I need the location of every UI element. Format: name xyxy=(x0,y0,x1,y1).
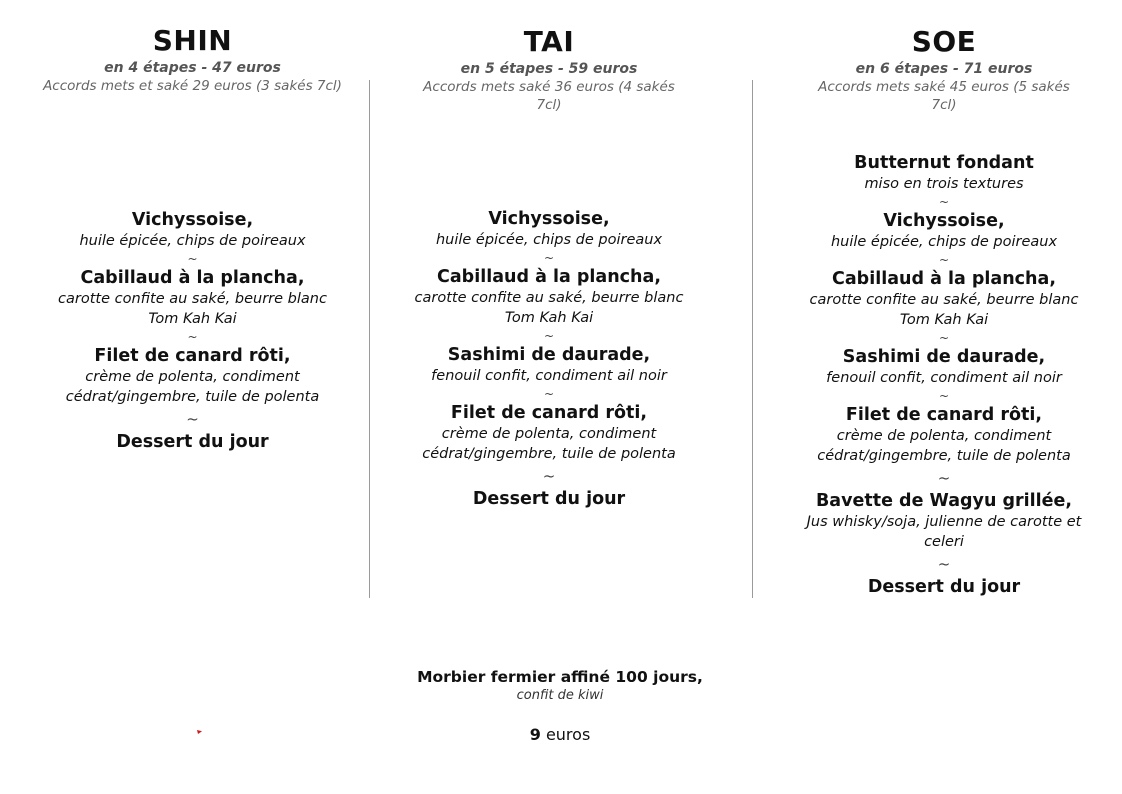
dish-name: Bavette de Wagyu grillée, xyxy=(815,491,1073,511)
dish-desc: fenouil confit, condiment ail noir xyxy=(431,368,667,384)
dish-desc: carotte confite au saké, beurre blanc xyxy=(809,292,1079,308)
separator: ~ xyxy=(543,251,555,265)
dish-desc: fenouil confit, condiment ail noir xyxy=(826,370,1062,386)
dish-name: Filet de canard rôti, xyxy=(450,403,648,423)
dish-desc: carotte confite au saké, beurre blanc xyxy=(414,290,684,306)
separator: ~ xyxy=(938,253,950,267)
menu-title: TAI xyxy=(523,25,575,58)
dish-desc: crème de polenta, condiment xyxy=(441,426,657,442)
dish-list xyxy=(795,152,1093,598)
dish-name: Vichyssoise, xyxy=(488,209,610,229)
dish-name: Cabillaud à la plancha, xyxy=(832,269,1056,289)
dish-desc: Tom Kah Kai xyxy=(148,311,237,327)
dish-name: Sashimi de daurade, xyxy=(842,347,1046,367)
dish-desc: Jus whisky/soja, julienne de carotte et xyxy=(806,514,1082,530)
menu-price: en 6 étapes - 71 euros xyxy=(855,61,1033,77)
dish-list xyxy=(40,209,345,453)
cheese-price-unit: euros xyxy=(545,725,591,744)
dish-desc: Tom Kah Kai xyxy=(504,310,594,326)
dish-name: Cabillaud à la plancha, xyxy=(80,268,305,288)
separator: ~ xyxy=(186,410,199,428)
dish-desc: huile épicée, chips de poireaux xyxy=(830,234,1058,250)
dish-name: Cabillaud à la plancha, xyxy=(437,267,661,287)
dish-desc: miso en trois textures xyxy=(864,176,1024,192)
menu-tai xyxy=(408,25,690,510)
dish-name: Dessert du jour xyxy=(472,489,626,509)
column-divider xyxy=(752,80,753,598)
menu-soe xyxy=(795,25,1093,598)
menu-shin xyxy=(40,24,345,453)
separator: ~ xyxy=(187,330,198,344)
dish-name: Butternut fondant xyxy=(854,153,1034,173)
menu-title: SHIN xyxy=(152,24,233,57)
separator: ~ xyxy=(543,329,555,343)
dish-desc: cédrat/gingembre, tuile de polenta xyxy=(817,448,1071,464)
dish-desc: Tom Kah Kai xyxy=(899,312,989,328)
separator: ~ xyxy=(543,387,555,401)
dish-name: Filet de canard rôti, xyxy=(845,405,1043,425)
menu-pairing: 7cl) xyxy=(931,97,957,113)
dish-desc: crème de polenta, condiment xyxy=(836,428,1052,444)
dish-name: Dessert du jour xyxy=(116,432,269,452)
cheese-supplement xyxy=(380,667,740,705)
dish-desc: carotte confite au saké, beurre blanc xyxy=(58,291,327,307)
dish-desc: cédrat/gingembre, tuile de polenta xyxy=(422,446,676,462)
separator: ~ xyxy=(937,555,951,573)
cheese-price-value: 9 xyxy=(529,725,541,744)
menu-title: SOE xyxy=(911,25,977,58)
dish-desc: crème de polenta, condiment xyxy=(85,369,300,385)
separator: ~ xyxy=(937,469,951,487)
dish-desc: cédrat/gingembre, tuile de polenta xyxy=(65,389,320,405)
dish-list xyxy=(408,208,690,510)
separator: ~ xyxy=(187,252,198,266)
red-mark-icon xyxy=(197,730,202,734)
dish-name: Filet de canard rôti, xyxy=(94,346,291,366)
cheese-desc: confit de kiwi xyxy=(516,688,604,703)
menu-pairing: Accords mets et saké 29 euros (3 sakés 7cl) xyxy=(43,78,342,94)
separator: ~ xyxy=(542,467,556,485)
menu-pairing: 7cl) xyxy=(536,97,562,113)
cheese-price xyxy=(500,725,620,744)
menu-price: en 4 étapes - 47 euros xyxy=(104,60,281,76)
menu-price: en 5 étapes - 59 euros xyxy=(460,61,638,77)
separator: ~ xyxy=(938,389,950,403)
dish-desc: celeri xyxy=(924,534,964,550)
menu-pairing: Accords mets saké 36 euros (4 sakés xyxy=(423,79,675,95)
dish-desc: huile épicée, chips de poireaux xyxy=(435,232,663,248)
dish-desc: huile épicée, chips de poireaux xyxy=(79,233,306,249)
dish-name: Dessert du jour xyxy=(867,577,1021,597)
dish-name: Vichyssoise, xyxy=(131,210,254,230)
cheese-name: Morbier fermier affiné 100 jours, xyxy=(417,668,703,686)
dish-name: Vichyssoise, xyxy=(883,211,1005,231)
column-divider xyxy=(369,80,370,598)
separator: ~ xyxy=(938,331,950,345)
dish-name: Sashimi de daurade, xyxy=(447,345,651,365)
menu-pairing: Accords mets saké 45 euros (5 sakés xyxy=(818,79,1070,95)
separator: ~ xyxy=(938,195,950,209)
